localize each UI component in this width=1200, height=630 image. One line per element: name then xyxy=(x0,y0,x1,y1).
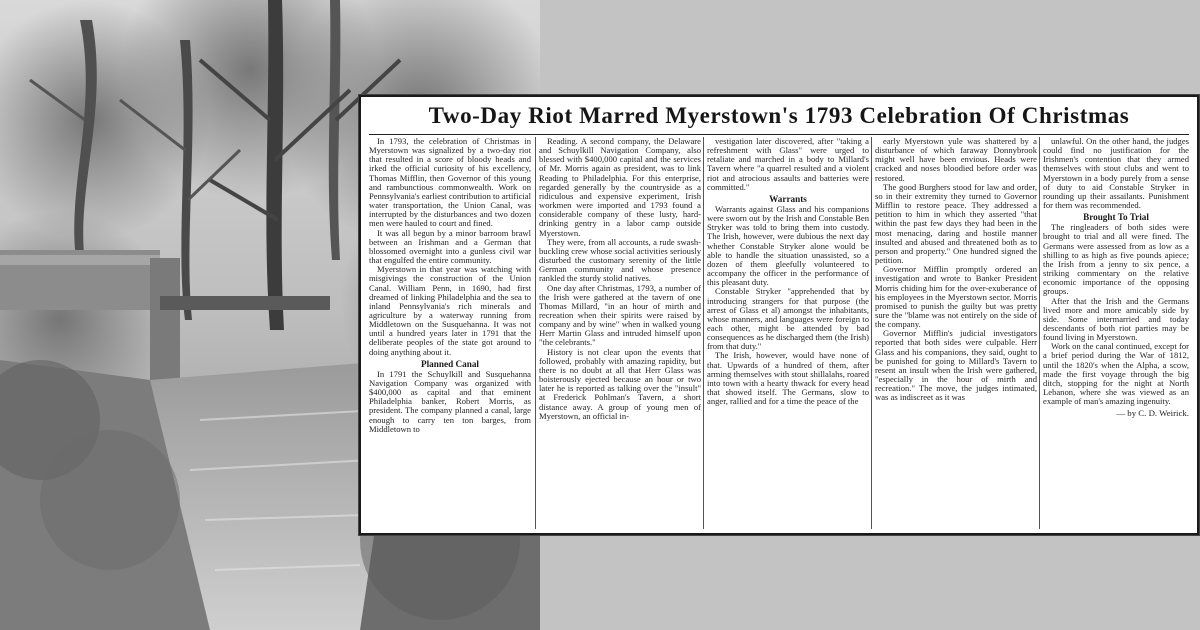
byline: — by C. D. Weirick. xyxy=(1116,408,1189,419)
paragraph: Constable Stryker "apprehended that by introducing strangers for that purpose (the arrest of Glass et al) amongst the inhabitants, whose manners, and languages were foreign to each other, might be attended by bad consequences as he discharged them (the Irish) from that duty." xyxy=(707,286,869,352)
paragraph: In 1793, the celebration of Christmas in Myerstown was signalized by a two-day riot that resulted in a score of bloody heads and irked the official curiosity of his excellency, Thomas Mifflin, then Governor of this young and rambunctious commonwealth. Work on Pennsylvania's earliest contribution to artificial water transportation, the Union Canal, was interrupted by the disturbances and two dozen men were hauled to court and fined. xyxy=(369,137,531,229)
paragraph: Warrants against Glass and his companions were sworn out by the Irish and Constable Ben Stryker was told to bring them into custody. The Irish, however, were dubious the next day whether Constable Stryker alone would be able to handle the situation unassisted, so a dozen of them gleefully volunteered to accompany the officer in the performance of this pleasant duty. xyxy=(707,203,869,288)
headline-rule xyxy=(369,134,1189,135)
column-rule xyxy=(1039,137,1040,529)
article-column-5 xyxy=(1043,137,1189,531)
paragraph: In 1791 the Schuylkill and Susquehanna Navigation Company was organized with $400,000 as capital and that eminent Philadelphia banker, Robert Morris, as president. The company planned a canal, large enough to carry ten ton barges, from Middletown to xyxy=(369,368,531,434)
paragraph: vestigation later discovered, after "taking a refreshment with Glass" were urged to retaliate and marched in a body to Millard's Tavern where "a quarrel resulted and a violent riot and atrocious assaults and batteries were committed." xyxy=(707,137,869,192)
column-rule xyxy=(871,137,872,529)
paragraph: Myerstown in that year was watching with misgivings the construction of the Union Canal. William Penn, in 1690, had first dreamed of linking Philadelphia and the sea to inland Pennsylvania's rich minerals and agriculture by a waterway running from Middletown on the Susquehanna. It was not until a hundred years later in 1791 that the deliberate peoples of the state got around to doing anything about it. xyxy=(369,264,531,357)
paragraph: Reading. A second company, the Delaware and Schuylkill Navigation Company, also blessed with $400,000 capital and the services of Mr. Morris again as president, was to link Reading to Philadelphia. For this enterprise, regarded generally by the countryside as a ridiculous and expensive experiment, Irish workmen were imported and 1793 found a considerable company of these lusty, hard-drinking gentry in a labor camp outside Myerstown. xyxy=(539,137,701,238)
newspaper-clipping xyxy=(359,95,1199,535)
paragraph: unlawful. On the other hand, the judges could find no justification for the Irishmen's contention that they armed themselves with stout clubs and went to Myerstown in a body purely from a sense of duty to aid Constable Stryker in rounding up their assailants. Punishment for them was recommended. xyxy=(1043,137,1189,211)
column-rule xyxy=(535,137,536,529)
subheading: Warrants xyxy=(769,193,807,204)
paragraph: Work on the canal continued, except for a brief period during the War of 1812, until the 1820's when the Alpha, a scow, made the first voyage through the big ditch, stopping for the night at North Lebanon, where she was viewed as an example of man's amazing ingenuity. xyxy=(1043,341,1189,407)
paragraph: After that the Irish and the Germans lived more and more amicably side by side. Some intermarried and today descendants of both riot parties may be found living in Myerstown. xyxy=(1043,295,1189,343)
paragraph: It was all begun by a minor barroom brawl between an Irishman and a German that blossomed overnight into a gunless civil war that engulfed the entire community. xyxy=(369,227,531,266)
article-headline: Two-Day Riot Marred Myerstown's 1793 Celebration Of Christmas xyxy=(428,103,1130,128)
subheading: Planned Canal xyxy=(421,358,479,369)
paragraph: The ringleaders of both sides were brought to trial and all were fined. The Germans were assessed from as low as a shilling to as high as five pounds apiece; the Irish from a jenny to six pence, a striking commentary on the relative economic importance of the opposing groups. xyxy=(1043,222,1189,297)
paragraph: One day after Christmas, 1793, a number of the Irish were gathered at the tavern of one Thomas Millard, "in an hour of mirth and recreation when their spirits were raised by company and by wine" when in walked young Herr Martin Glass and intruded himself upon "the celebrants." xyxy=(539,282,701,348)
paragraph: The good Burghers stood for law and order, so in their extremity they turned to Governor Mifflin to restore peace. They addressed a petition to him in which they asserted "that within the past few days they had been in the most menacing, daring and hostile manner insulted and abused and threatened both as to person and property." One hundred signed the petition. xyxy=(875,181,1037,266)
article-column-3 xyxy=(707,137,869,531)
paragraph: They were, from all accounts, a rude swash-buckling crew whose social activities seriously disturbed the customary serenity of the little German community and whose presence rankled the sturdy stolid natives. xyxy=(539,236,701,284)
subheading: Brought To Trial xyxy=(1083,212,1149,223)
column-rule xyxy=(703,137,704,529)
paragraph: early Myerstown yule was shattered by a disturbance of which faraway Donnybrook might well have been envious. Heads were cracked and noses bloodied before order was restored. xyxy=(875,137,1037,183)
paragraph: History is not clear upon the events that followed, probably with amazing rapidity, but there is no doubt at all that Herr Glass was boisterously ejected because an hour or two later he is reported as talking over the "insult" at Frederick Pohlman's Tavern, a short distance away. A group of young men of Myerstown, an official in- xyxy=(539,346,701,421)
paragraph: Governor Mifflin's judicial investigators reported that both sides were culpable. Herr Glass and his companions, they said, ought to be punished for going to Millard's Tavern to resent an insult when the Irish were gathered, "especially in the hour of mirth and recreation." The move, the judges intimated, was as indiscreet as it was xyxy=(875,328,1037,403)
article-column-2 xyxy=(539,137,701,531)
article-column-4 xyxy=(875,137,1037,531)
article-column-1 xyxy=(369,137,531,531)
paragraph: The Irish, however, would have none of that. Upwards of a hundred of them, after arming themselves with stout shillalahs, roared into town with a hearty thwack for every head that showed itself. The Germans, slow to anger, rallied and for a time the peace of the xyxy=(707,350,869,407)
paragraph: Governor Mifflin promptly ordered an investigation and wrote to Banker President Morris chiding him for the over-exuberance of his employees in the Myerstown sector. Morris promised to punish the guilty but was pretty sure the "blame was not entirely on the side of the company. xyxy=(875,264,1037,330)
